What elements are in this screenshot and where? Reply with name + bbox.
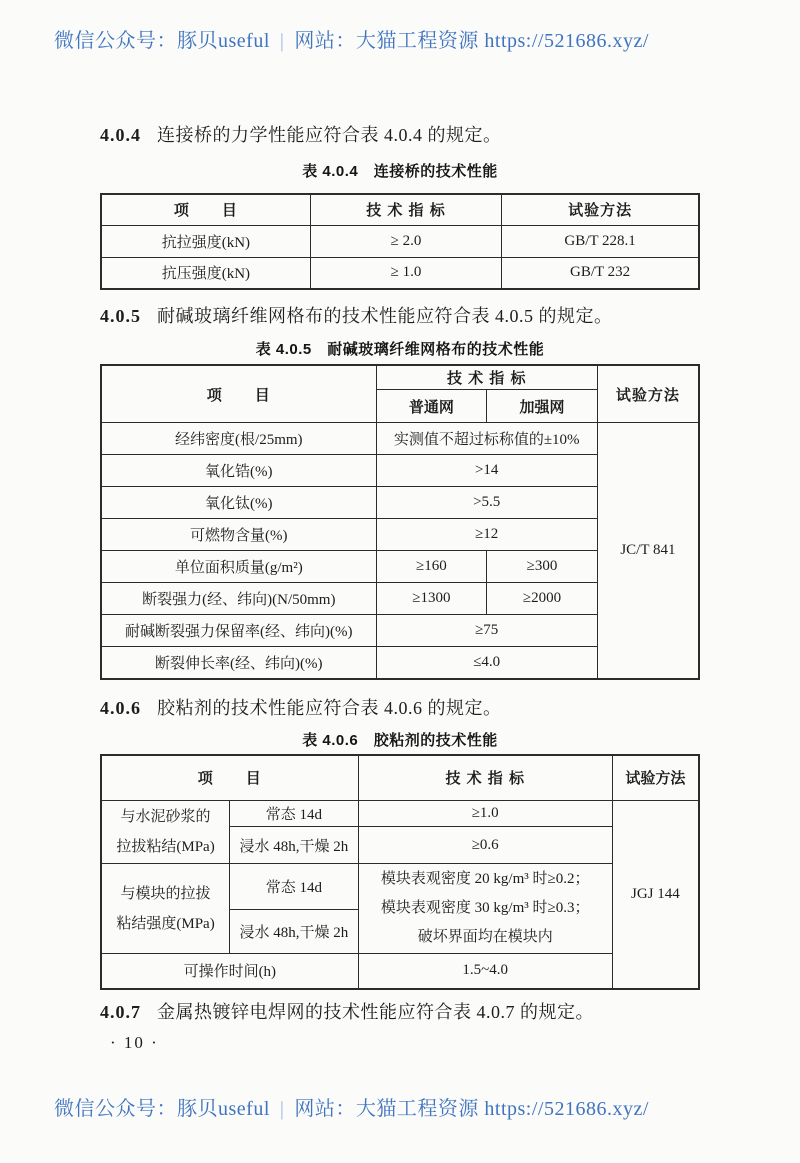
clause-number: 4.0.4 — [100, 125, 141, 145]
condition-cell: 浸水 48h,干燥 2h — [230, 910, 359, 954]
document-page-content — [100, 0, 700, 1053]
clause-number: 4.0.7 — [100, 1001, 141, 1022]
value-cell: ≥1.0 — [358, 801, 612, 827]
table-4-0-6 — [100, 754, 700, 990]
group-label-line: 拉拔粘结(MPa) — [116, 839, 215, 855]
group-label-cell — [101, 801, 230, 864]
clause-4-0-5 — [100, 303, 700, 329]
item-cell: 氧化锆(%) — [101, 455, 376, 487]
table-header-row — [101, 194, 699, 225]
clause-text: 耐碱玻璃纤维网格布的技术性能应符合表 4.0.5 的规定。 — [157, 306, 613, 326]
table-row — [101, 257, 699, 289]
item-cell: 氧化钛(%) — [101, 487, 376, 519]
value-cell: ≥75 — [376, 615, 597, 647]
watermark-footer — [54, 1092, 774, 1121]
value-cell: ≥0.6 — [358, 827, 612, 864]
value-cell: ≤4.0 — [376, 647, 597, 679]
header-tech-indicator: 技 术 指 标 — [310, 194, 501, 225]
value-cell: ≥ 1.0 — [310, 257, 501, 289]
watermark-site-text: 网站：大猫工程资源 https://521686.xyz/ — [294, 1098, 649, 1120]
value-cell: ≥2000 — [487, 583, 598, 615]
condition-cell: 常态 14d — [230, 864, 359, 910]
table-row — [101, 225, 699, 257]
item-cell: 抗压强度(kN) — [101, 257, 310, 289]
value-cell: 实测值不超过标称值的±10% — [376, 423, 597, 455]
clause-text: 连接桥的力学性能应符合表 4.0.4 的规定。 — [157, 125, 502, 145]
method-cell: GB/T 228.1 — [502, 225, 699, 257]
value-line: 破坏界面均在模块内 — [417, 929, 553, 945]
method-cell: JC/T 841 — [597, 423, 699, 679]
table-header-row — [101, 755, 699, 801]
watermark-wechat-text: 微信公众号：豚贝useful — [54, 30, 270, 52]
group-label-line: 与模块的拉拔 — [120, 885, 211, 902]
clause-number: 4.0.6 — [100, 697, 141, 718]
watermark-wechat-text: 微信公众号：豚贝useful — [54, 1098, 270, 1120]
item-cell: 可燃物含量(%) — [101, 519, 376, 551]
header-test-method: 试验方法 — [502, 194, 699, 225]
value-cell: ≥ 2.0 — [310, 225, 501, 257]
header-ordinary-mesh: 普通网 — [376, 390, 487, 423]
table-4-0-4 — [100, 193, 700, 290]
watermark-separator: | — [279, 30, 285, 52]
condition-cell: 常态 14d — [230, 801, 359, 827]
clause-text: 胶粘剂的技术性能应符合表 4.0.6 的规定。 — [157, 697, 502, 718]
item-cell: 耐碱断裂强力保留率(经、纬向)(%) — [101, 615, 376, 647]
value-cell: ≥300 — [487, 551, 598, 583]
value-cell: >5.5 — [376, 487, 597, 519]
clause-4-0-6 — [100, 695, 700, 721]
header-reinforced-mesh: 加强网 — [487, 390, 598, 423]
group-label-line: 粘结强度(MPa) — [116, 915, 215, 932]
watermark-separator: | — [279, 1098, 285, 1120]
header-item: 项 目 — [101, 365, 376, 423]
clause-number: 4.0.5 — [100, 306, 141, 326]
condition-cell: 浸水 48h,干燥 2h — [230, 827, 359, 864]
item-cell: 断裂强力(经、纬向)(N/50mm) — [101, 583, 376, 615]
item-cell: 单位面积质量(g/m²) — [101, 551, 376, 583]
table-4-0-4-caption: 表 4.0.4 连接桥的技术性能 — [302, 163, 498, 180]
header-item: 项 目 — [101, 194, 310, 225]
header-test-method: 试验方法 — [597, 365, 699, 423]
clause-text: 金属热镀锌电焊网的技术性能应符合表 4.0.7 的规定。 — [157, 1001, 594, 1022]
table-header-row — [101, 365, 699, 390]
watermark-site-text: 网站：大猫工程资源 https://521686.xyz/ — [294, 30, 649, 52]
header-item: 项 目 — [101, 755, 358, 801]
value-cell: 1.5~4.0 — [358, 954, 612, 989]
item-cell: 抗拉强度(kN) — [101, 225, 310, 257]
header-tech-indicator: 技 术 指 标 — [376, 365, 597, 390]
item-cell: 经纬密度(根/25mm) — [101, 423, 376, 455]
value-cell: ≥160 — [376, 551, 487, 583]
page-number: · 10 · — [110, 1032, 159, 1052]
value-cell: >14 — [376, 455, 597, 487]
table-row — [101, 864, 699, 910]
header-test-method: 试验方法 — [612, 755, 699, 801]
method-cell: JGJ 144 — [612, 801, 699, 989]
value-cell — [358, 864, 612, 954]
table-4-0-5 — [100, 364, 700, 680]
group-label-line: 与水泥砂浆的 — [120, 809, 211, 825]
group-label-cell — [101, 864, 230, 954]
value-line: 模块表观密度 20 kg/m³ 时≥0.2； — [380, 871, 590, 887]
table-4-0-5-caption: 表 4.0.5 耐碱玻璃纤维网格布的技术性能 — [255, 341, 545, 358]
table-row — [101, 954, 699, 989]
table-row — [101, 423, 699, 455]
method-cell: GB/T 232 — [502, 257, 699, 289]
value-cell: ≥1300 — [376, 583, 487, 615]
item-cell: 可操作时间(h) — [101, 954, 358, 989]
table-4-0-6-caption: 表 4.0.6 胶粘剂的技术性能 — [302, 731, 498, 749]
header-tech-indicator: 技 术 指 标 — [358, 755, 612, 801]
clause-4-0-7 — [100, 999, 700, 1025]
item-cell: 断裂伸长率(经、纬向)(%) — [101, 647, 376, 679]
value-line: 模块表观密度 30 kg/m³ 时≥0.3； — [380, 900, 590, 916]
table-row — [101, 801, 699, 827]
value-cell: ≥12 — [376, 519, 597, 551]
clause-4-0-4 — [100, 122, 700, 148]
